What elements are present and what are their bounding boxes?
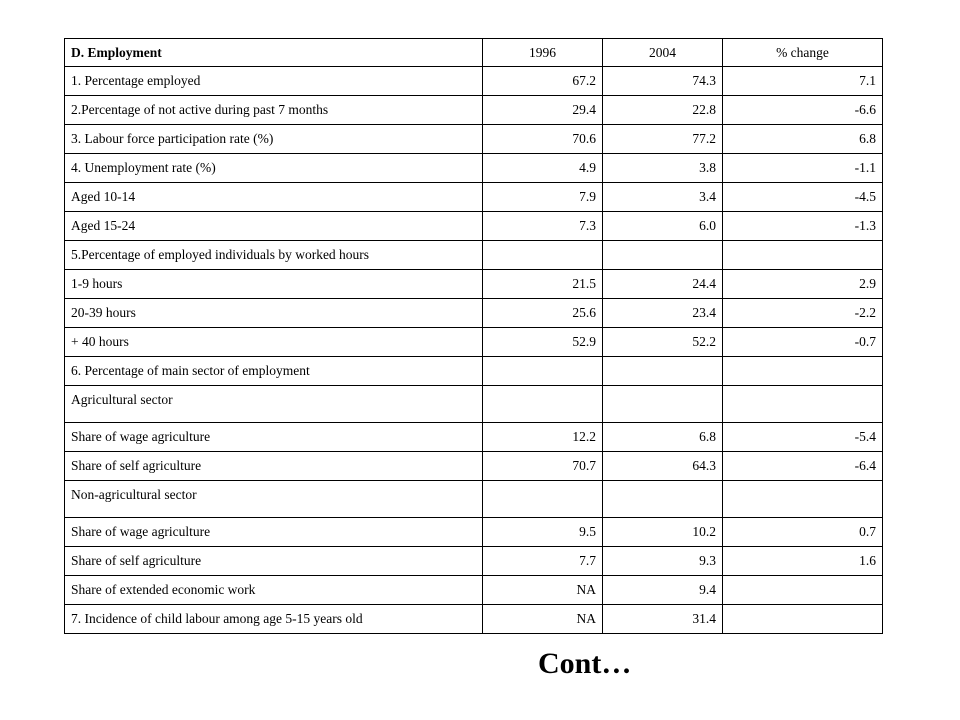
cell-change: 1.6 <box>723 547 883 576</box>
row-label: Share of extended economic work <box>65 576 483 605</box>
row-label: Aged 15-24 <box>65 212 483 241</box>
cell-change: -5.4 <box>723 423 883 452</box>
cell-2004: 9.4 <box>603 576 723 605</box>
cell-change <box>723 386 883 423</box>
cell-change <box>723 241 883 270</box>
table-row <box>65 125 883 154</box>
row-label: Non-agricultural sector <box>65 481 483 518</box>
cell-change: -2.2 <box>723 299 883 328</box>
cell-change: 2.9 <box>723 270 883 299</box>
row-label: 1. Percentage employed <box>65 67 483 96</box>
table-row <box>65 212 883 241</box>
row-label: Share of self agriculture <box>65 547 483 576</box>
cell-2004: 77.2 <box>603 125 723 154</box>
table-row <box>65 183 883 212</box>
cell-1996: 7.3 <box>483 212 603 241</box>
table-row <box>65 96 883 125</box>
header-2004: 2004 <box>603 39 723 67</box>
row-label: 4. Unemployment rate (%) <box>65 154 483 183</box>
cell-1996: 21.5 <box>483 270 603 299</box>
cell-2004: 52.2 <box>603 328 723 357</box>
table-row <box>65 241 883 270</box>
cell-change: -0.7 <box>723 328 883 357</box>
table-row <box>65 423 883 452</box>
row-label: Share of wage agriculture <box>65 423 483 452</box>
table-header-row <box>65 39 883 67</box>
table-row <box>65 67 883 96</box>
cell-1996: 67.2 <box>483 67 603 96</box>
table-row <box>65 328 883 357</box>
row-label: 5.Percentage of employed individuals by worked hours <box>65 241 483 270</box>
cell-2004: 3.8 <box>603 154 723 183</box>
table-row <box>65 154 883 183</box>
cell-2004: 64.3 <box>603 452 723 481</box>
table-row <box>65 386 883 423</box>
row-label: 1-9 hours <box>65 270 483 299</box>
table-row <box>65 299 883 328</box>
cell-1996 <box>483 386 603 423</box>
table-row <box>65 452 883 481</box>
cell-2004: 9.3 <box>603 547 723 576</box>
cell-2004: 6.8 <box>603 423 723 452</box>
cell-change <box>723 357 883 386</box>
table-row <box>65 357 883 386</box>
cell-2004: 24.4 <box>603 270 723 299</box>
continued-label: Cont… <box>538 647 632 680</box>
cell-2004: 31.4 <box>603 605 723 634</box>
cell-1996: NA <box>483 576 603 605</box>
cell-2004 <box>603 386 723 423</box>
row-label: + 40 hours <box>65 328 483 357</box>
cell-1996: 9.5 <box>483 518 603 547</box>
table-row <box>65 576 883 605</box>
cell-1996: 70.6 <box>483 125 603 154</box>
cell-1996: 7.7 <box>483 547 603 576</box>
row-label: Agricultural sector <box>65 386 483 423</box>
cell-1996: 70.7 <box>483 452 603 481</box>
cell-change <box>723 481 883 518</box>
cell-2004 <box>603 241 723 270</box>
cell-2004: 22.8 <box>603 96 723 125</box>
header-label: D. Employment <box>65 39 483 67</box>
cell-2004: 74.3 <box>603 67 723 96</box>
cell-1996: 25.6 <box>483 299 603 328</box>
cell-change: -6.4 <box>723 452 883 481</box>
table-row <box>65 481 883 518</box>
row-label: Aged 10-14 <box>65 183 483 212</box>
cell-1996: NA <box>483 605 603 634</box>
cell-1996: 4.9 <box>483 154 603 183</box>
cell-2004: 10.2 <box>603 518 723 547</box>
cell-1996 <box>483 357 603 386</box>
header-change: % change <box>723 39 883 67</box>
table-row <box>65 605 883 634</box>
cell-change <box>723 605 883 634</box>
cell-1996: 12.2 <box>483 423 603 452</box>
cell-change: 6.8 <box>723 125 883 154</box>
row-label: Share of wage agriculture <box>65 518 483 547</box>
row-label: 20-39 hours <box>65 299 483 328</box>
cell-change: -1.1 <box>723 154 883 183</box>
cell-2004 <box>603 481 723 518</box>
table-row <box>65 518 883 547</box>
row-label: 6. Percentage of main sector of employment <box>65 357 483 386</box>
cell-1996 <box>483 241 603 270</box>
cell-1996: 7.9 <box>483 183 603 212</box>
cell-2004: 23.4 <box>603 299 723 328</box>
table-row <box>65 270 883 299</box>
row-label: 7. Incidence of child labour among age 5-15 years old <box>65 605 483 634</box>
cell-1996: 29.4 <box>483 96 603 125</box>
cell-change: -6.6 <box>723 96 883 125</box>
cell-1996: 52.9 <box>483 328 603 357</box>
cell-change: -1.3 <box>723 212 883 241</box>
cell-change: 0.7 <box>723 518 883 547</box>
employment-table <box>64 38 883 634</box>
cell-change: -4.5 <box>723 183 883 212</box>
row-label: 2.Percentage of not active during past 7 months <box>65 96 483 125</box>
cell-2004: 3.4 <box>603 183 723 212</box>
cell-change: 7.1 <box>723 67 883 96</box>
table-row <box>65 547 883 576</box>
row-label: 3. Labour force participation rate (%) <box>65 125 483 154</box>
row-label: Share of self agriculture <box>65 452 483 481</box>
cell-change <box>723 576 883 605</box>
cell-1996 <box>483 481 603 518</box>
cell-2004 <box>603 357 723 386</box>
cell-2004: 6.0 <box>603 212 723 241</box>
header-1996: 1996 <box>483 39 603 67</box>
